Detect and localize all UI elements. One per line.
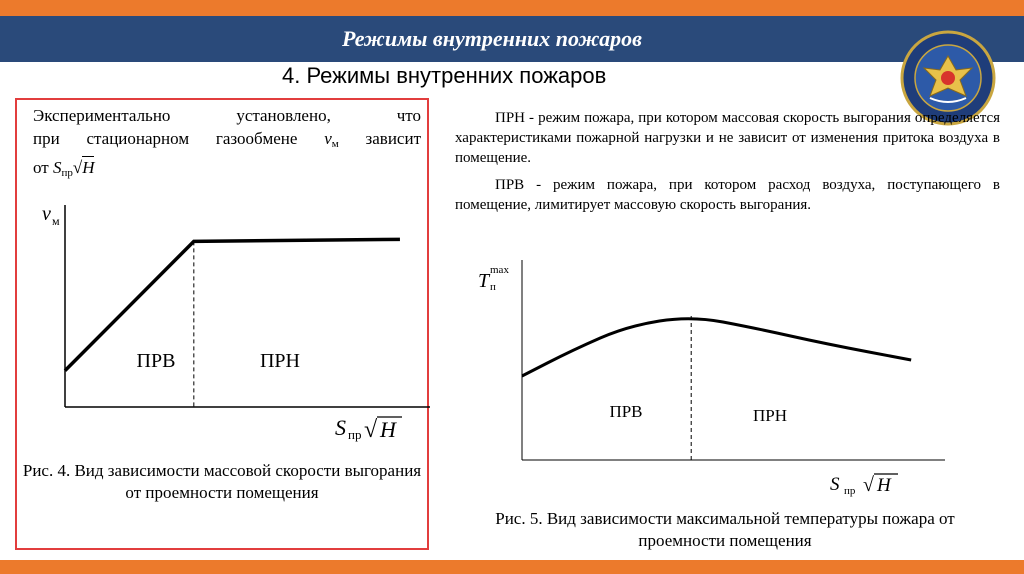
series-line: [522, 319, 911, 376]
intro-line-3-text: от: [33, 158, 49, 177]
x-axis-label-root: H: [877, 475, 891, 496]
region-label-prn: ПРН: [752, 406, 788, 425]
definition-prn: ПРН - режим пожара, при котором массовая скорость выгорания определяется характеристиками пожарной нагрузки и не зависит от изменения притока воздуха в помещение.: [455, 110, 1000, 166]
opening-subscript: пр: [61, 167, 73, 179]
y-axis-label-subscript: п: [490, 281, 496, 293]
intro-line-3: [33, 156, 421, 185]
x-axis-label-subscript: пр: [348, 427, 362, 442]
intro-line-2-text: при стационарном газообмене: [33, 129, 298, 148]
intro-line-2-end: зависит: [365, 129, 422, 148]
sqrt-sign-icon: √: [72, 158, 83, 177]
definition-prv: ПРВ - режим пожара, при котором расход воздуха, поступающего в помещение, лимитирует массовую скорость выгорания.: [455, 177, 1000, 213]
sqrt-sign-icon: √: [364, 417, 378, 443]
series-path: [522, 319, 911, 376]
height-symbol: H: [82, 158, 95, 177]
x-axis-label-root: H: [380, 417, 396, 442]
title-bar: [0, 16, 1024, 62]
sqrt-sign-icon: √: [863, 474, 874, 496]
y-axis-label: v: [42, 203, 51, 225]
x-axis-label: S: [335, 415, 346, 440]
slide-title: Режимы внутренних пожаров: [342, 26, 642, 51]
figure-4-caption: Рис. 4. Вид зависимости массовой скорости выгорания от проемности помещения: [22, 461, 422, 502]
section-heading: 4. Режимы внутренних пожаров: [282, 63, 607, 88]
intro-line-1: Экспериментально установлено, что: [33, 106, 421, 125]
series-line: [65, 239, 400, 370]
x-axis-label: S: [830, 474, 840, 495]
x-axis-label-subscript: пр: [844, 485, 856, 497]
y-axis-label-superscript: max: [490, 264, 509, 276]
velocity-subscript: м: [331, 138, 339, 150]
intro-line-2: [33, 127, 421, 156]
velocity-symbol: v: [324, 129, 332, 148]
region-label-prv: ПРВ: [136, 350, 176, 372]
opening-symbol: S: [52, 158, 62, 177]
region-label-prv: ПРВ: [609, 402, 643, 421]
bottom-stripe: [0, 560, 1024, 574]
intro-text: [33, 104, 421, 185]
chart-max-temperature: [470, 255, 970, 500]
y-axis-label: T: [478, 270, 490, 292]
figure-5-caption: Рис. 5. Вид зависимости максимальной температуры пожара от проемности помещения: [495, 509, 955, 550]
definitions: [455, 108, 1000, 222]
region-label-prn: ПРН: [259, 350, 301, 372]
series-path: [65, 239, 400, 370]
top-stripe: [0, 0, 1024, 16]
y-axis-label-subscript: м: [52, 214, 60, 228]
chart-mass-burning-rate: [30, 195, 430, 450]
